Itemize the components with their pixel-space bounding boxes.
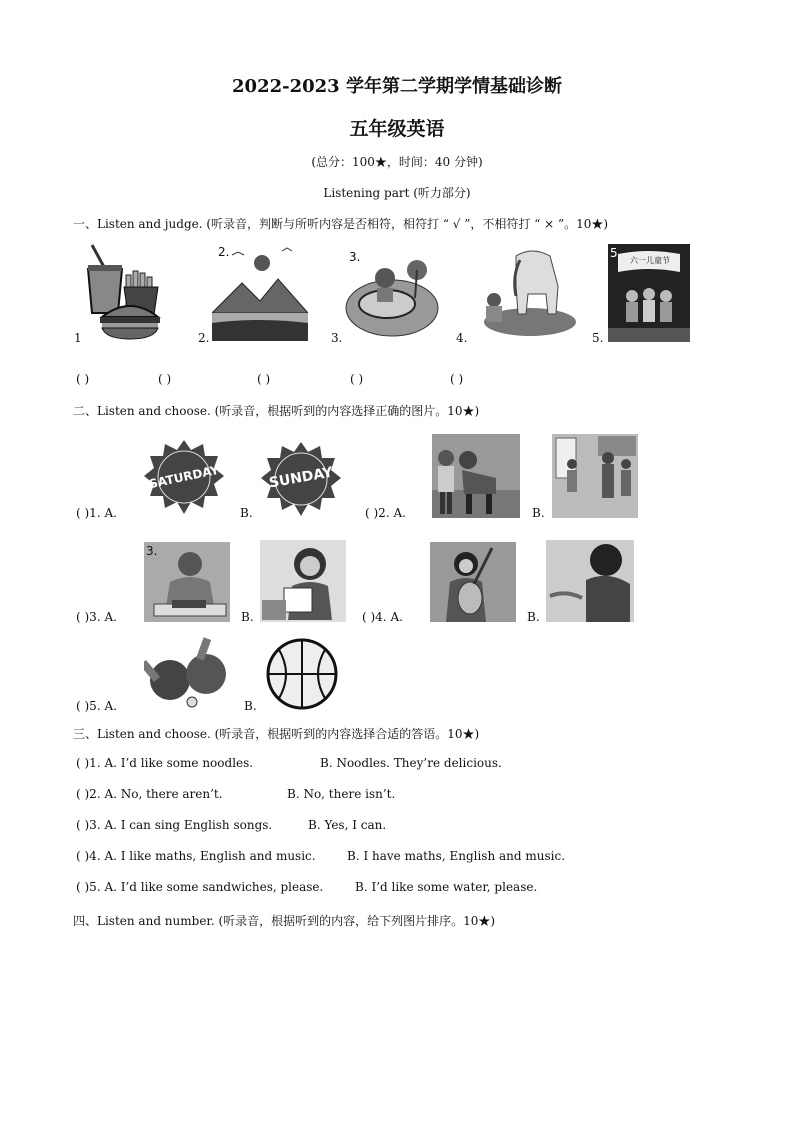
s3-q3: ( )3. A. I can sing English songs. xyxy=(76,818,273,832)
mountain-landscape-picture xyxy=(212,243,308,341)
saturday-stamp-text: SATURDAY xyxy=(147,462,221,492)
girl-pipa-picture xyxy=(430,542,516,622)
s3-q1: ( )1. A. I’d like some noodles. xyxy=(76,756,254,770)
q4-label: ( )4. A. xyxy=(362,610,403,624)
childrens-day-stage-picture xyxy=(608,244,690,342)
s3-q5-b: B. I’d like some water, please. xyxy=(355,880,538,894)
q1-b-label: B. xyxy=(240,506,253,520)
boy-reading-picture xyxy=(144,542,230,622)
sunday-stamp xyxy=(260,440,342,518)
s3-q3-b: B. Yes, I can. xyxy=(308,818,387,832)
score-info: (总分：100★，时间：40 分钟) xyxy=(311,155,483,169)
section3-heading: 三、Listen and choose. (听录音，根据听到的内容选择合适的答语。10★) xyxy=(73,727,480,741)
section1-heading: 一、Listen and judge. (听录音，判断与所听内容是否相符，相符打 “ √ ”，不相符打 “ × ”。10★) xyxy=(73,217,609,231)
page-subtitle: 五年级英语 xyxy=(349,118,445,140)
q3-pic-number: 3. xyxy=(146,544,158,558)
girl-washing-picture xyxy=(546,540,634,622)
s3-q2-b: B. No, there isn’t. xyxy=(287,787,396,801)
basketball-picture xyxy=(264,636,340,712)
sunday-stamp-text: SUNDAY xyxy=(267,464,335,492)
pic-label-2: 2. xyxy=(198,331,210,345)
table-tennis-picture xyxy=(144,636,230,710)
pic-number-2: 2. xyxy=(218,245,230,259)
girl-book-picture xyxy=(260,540,346,622)
q4-b-label: B. xyxy=(527,610,540,624)
s3-q4: ( )4. A. I like maths, English and music. xyxy=(76,849,316,863)
s3-q4-b: B. I have maths, English and music. xyxy=(347,849,566,863)
q2-b-label: B. xyxy=(532,506,545,520)
s3-q5: ( )5. A. I’d like some sandwiches, please. xyxy=(76,880,324,894)
kids-sweeping-picture xyxy=(552,434,638,518)
answer-blank-4[interactable]: ( ) xyxy=(350,372,364,386)
section2-heading: 二、Listen and choose. (听录音，根据听到的内容选择正确的图片。10★) xyxy=(73,404,480,418)
page-title: 2022-2023 学年第二学期学情基础诊断 xyxy=(232,76,562,97)
q5-b-label: B. xyxy=(244,699,257,713)
fast-food-picture xyxy=(82,243,174,341)
kids-helping-picture xyxy=(432,434,520,518)
q3-label: ( )3. A. xyxy=(76,610,117,624)
pic-number-3: 3. xyxy=(349,250,361,264)
pic-label-1: 1 xyxy=(74,331,82,345)
answer-blank-2[interactable]: ( ) xyxy=(158,372,172,386)
q3-b-label: B. xyxy=(241,610,254,624)
elephant-picture xyxy=(472,246,576,340)
q2-label: ( )2. A. xyxy=(365,506,406,520)
section4-heading: 四、Listen and number. (听录音，根据听到的内容，给下列图片排序。10★) xyxy=(73,914,496,928)
s3-q2: ( )2. A. No, there aren’t. xyxy=(76,787,223,801)
pic-label-5: 5. xyxy=(592,331,604,345)
pic-label-4: 4. xyxy=(456,331,468,345)
s3-q1-b: B. Noodles. They’re delicious. xyxy=(320,756,502,770)
q5-label: ( )5. A. xyxy=(76,699,117,713)
swimming-girl-picture xyxy=(345,248,439,340)
answer-blank-5[interactable]: ( ) xyxy=(450,372,464,386)
part-label: Listening part (听力部分) xyxy=(323,186,471,200)
q1-label: ( )1. A. xyxy=(76,506,117,520)
answer-blank-3[interactable]: ( ) xyxy=(257,372,271,386)
saturday-stamp xyxy=(144,438,224,518)
answer-blank-1[interactable]: ( ) xyxy=(76,372,90,386)
stage-banner: 六一儿童节 xyxy=(630,256,670,265)
pic-label-3: 3. xyxy=(331,331,343,345)
pic-number-5: 5. xyxy=(610,246,622,260)
